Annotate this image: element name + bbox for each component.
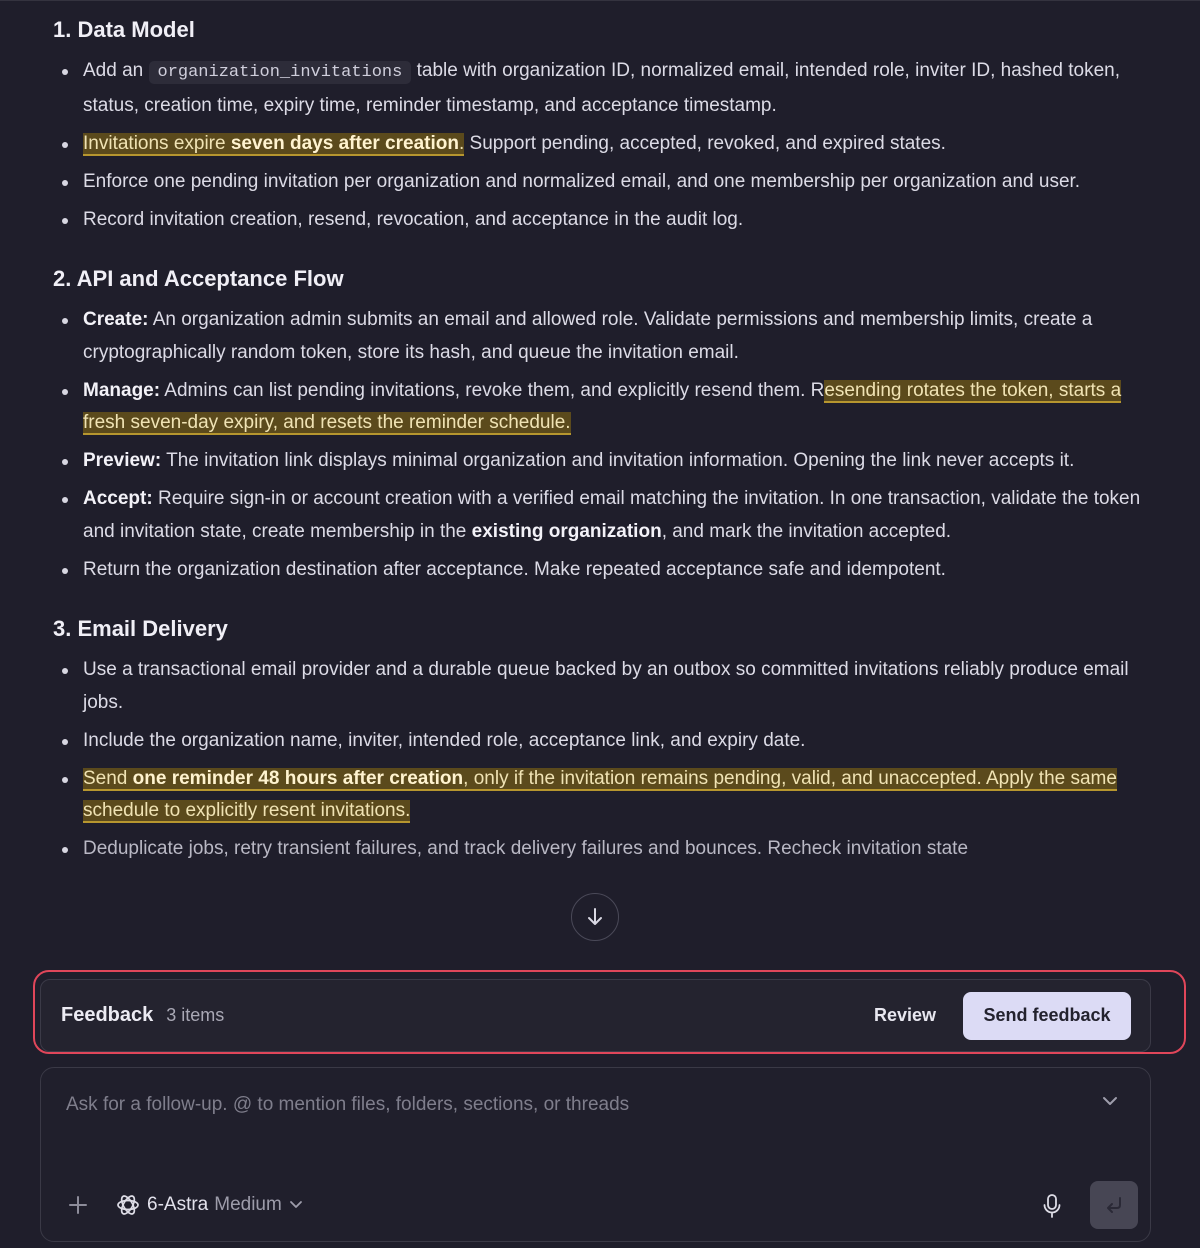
- send-feedback-button[interactable]: Send feedback: [963, 992, 1131, 1040]
- list-item: [53, 763, 1143, 828]
- review-button[interactable]: Review: [860, 995, 950, 1036]
- add-attachment-button[interactable]: [67, 1194, 89, 1221]
- expand-chevron-button[interactable]: [1101, 1094, 1119, 1113]
- section-list-data-model: [53, 55, 1160, 236]
- list-item: Include the organization name, inviter, intended role, acceptance link, and expiry date.: [53, 725, 1143, 758]
- section-heading-api-flow: 2. API and Acceptance Flow: [53, 266, 344, 291]
- list-item: Manage: Admins can list pending invitations, revoke them, and explicitly resend them. Resending rotates the token, starts a fresh seven-day expiry, and resets the reminder schedule.: [53, 375, 1143, 440]
- section-heading-data-model: 1. Data Model: [53, 17, 195, 42]
- section-list-email-delivery: [53, 654, 1160, 866]
- list-item: Record invitation creation, resend, revocation, and acceptance in the audit log.: [53, 204, 1143, 237]
- follow-up-input[interactable]: [66, 1090, 1066, 1120]
- arrow-down-icon: [586, 907, 604, 927]
- list-item: Preview: The invitation link displays minimal organization and invitation information. Opening the link never accepts it.: [53, 445, 1143, 478]
- list-item: Accept: Require sign-in or account creation with a verified email matching the invitation. In one transaction, validate the token and invitation state, create membership in the existing organization, and mark the invitation accepted.: [53, 483, 1143, 548]
- scroll-to-bottom-button[interactable]: [571, 893, 619, 941]
- enter-arrow-icon: [1103, 1194, 1125, 1216]
- plus-icon: [67, 1194, 89, 1216]
- microphone-icon: [1041, 1192, 1063, 1220]
- list-item: Use a transactional email provider and a durable queue backed by an outbox so committed invitations reliably produce email jobs.: [53, 654, 1143, 719]
- chevron-down-icon: [288, 1199, 304, 1211]
- voice-input-button[interactable]: [1041, 1192, 1063, 1225]
- chevron-down-icon: [1101, 1094, 1119, 1108]
- submit-button[interactable]: [1090, 1181, 1138, 1229]
- list-item: Deduplicate jobs, retry transient failures, and track delivery failures and bounces. Recheck invitation state: [53, 833, 1143, 866]
- section-list-api-flow: [53, 304, 1160, 586]
- model-name: 6-Astra: [147, 1194, 209, 1215]
- feedback-highlight[interactable]: Invitations expire seven days after creation.: [83, 132, 465, 154]
- inline-code: organization_invitations: [149, 61, 412, 84]
- feedback-title: Feedback: [61, 1004, 154, 1026]
- composer: [40, 1067, 1151, 1242]
- list-item: Invitations expire seven days after creation. Support pending, accepted, revoked, and expired states.: [53, 128, 1143, 161]
- feedback-bar: [40, 979, 1151, 1052]
- list-item: Add an organization_invitations table with organization ID, normalized email, intended role, inviter ID, hashed token, status, creation time, expiry time, reminder timestamp, and acceptance timestamp.: [53, 55, 1143, 122]
- feedback-count: 3 items: [166, 1005, 225, 1025]
- list-item: Create: An organization admin submits an email and allowed role. Validate permissions and membership limits, create a cryptographically random token, store its hash, and queue the invitation email.: [53, 304, 1143, 369]
- model-logo-icon: [115, 1192, 141, 1218]
- section-heading-email-delivery: 3. Email Delivery: [53, 616, 228, 641]
- list-item: Enforce one pending invitation per organization and normalized email, and one membership per organization and user.: [53, 166, 1143, 199]
- feedback-highlight[interactable]: esending rotates the token, starts a fresh seven-day expiry, and resets the reminder schedule.: [83, 379, 1122, 433]
- document-content: [0, 1, 1200, 866]
- list-item: Return the organization destination after acceptance. Make repeated acceptance safe and idempotent.: [53, 554, 1143, 587]
- feedback-highlight[interactable]: Send one reminder 48 hours after creation, only if the invitation remains pending, valid, and unaccepted. Apply the same schedule to explicitly resent invitations.: [83, 767, 1117, 821]
- model-tier: Medium: [214, 1194, 282, 1215]
- model-selector[interactable]: [115, 1190, 304, 1220]
